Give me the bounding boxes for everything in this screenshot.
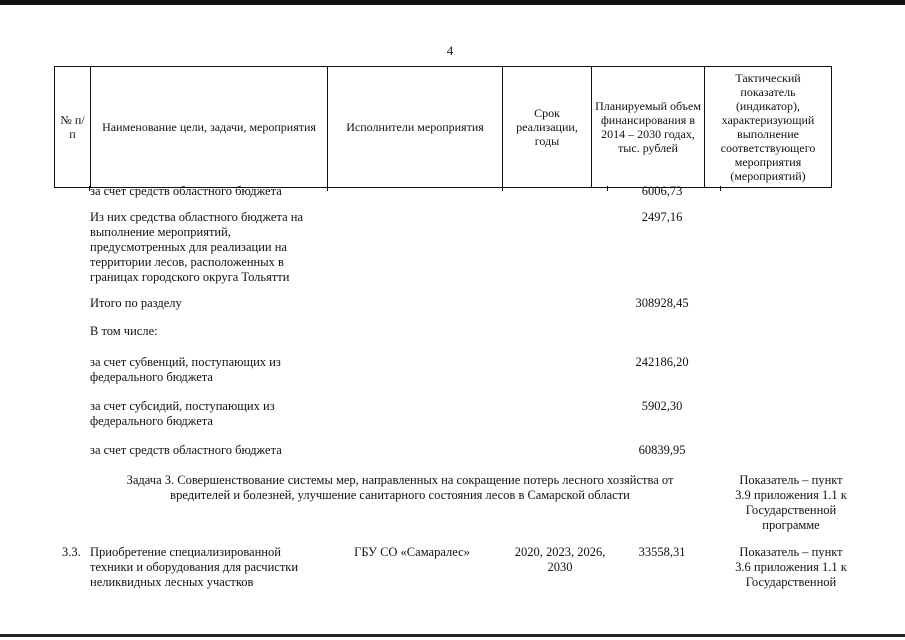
measure-amount: 33558,31	[638, 545, 686, 559]
row-amount: 2497,16	[641, 210, 683, 224]
row-amount: 60839,95	[638, 443, 686, 457]
row-name: Итого по разделу	[90, 296, 182, 310]
page-number: 4	[446, 43, 454, 58]
table-header	[54, 66, 832, 188]
top-border-rule	[0, 0, 905, 5]
row-amount: 5902,30	[641, 399, 683, 413]
header-num: № п/п	[55, 67, 91, 188]
row-amount: 6006,73	[641, 184, 683, 198]
header-name: Наименование цели, задачи, мероприятия	[91, 67, 328, 188]
row-amount: 308928,45	[635, 296, 689, 310]
header-indicator: Тактический показатель (индикатор), характеризующий выполнение соответствующего мероприятия (мероприятий)	[705, 67, 832, 188]
measure-executor: ГБУ СО «Самаралес»	[354, 545, 470, 559]
measure-name: Приобретение специализированной техники и оборудования для расчистки неликвидных лесных участков	[90, 545, 299, 589]
measure-number: 3.3.	[62, 545, 81, 559]
header-funding: Планируемый объем финансирования в 2014 – 2030 годах, тыс. рублей	[592, 67, 705, 188]
task-title: Задача 3. Совершенствование системы мер, направленных на сокращение потерь лесного хозяйства от вредителей и болезней, улучшение санитарного состояния лесов в Самарской области	[126, 473, 674, 502]
header-executors: Исполнители мероприятия	[328, 67, 503, 188]
column-divider	[607, 186, 608, 191]
column-divider	[502, 186, 503, 191]
measure-term: 2020, 2023, 2026, 2030	[514, 545, 606, 574]
header-term: Срок реализации, годы	[503, 67, 592, 188]
measure-indicator: Показатель – пункт 3.6 приложения 1.1 к Государственной	[735, 545, 847, 589]
row-name: за счет средств областного бюджета	[90, 443, 282, 457]
row-name: за счет средств областного бюджета	[90, 184, 282, 198]
task-indicator: Показатель – пункт 3.9 приложения 1.1 к Государственной программе	[735, 473, 847, 532]
column-divider	[720, 186, 721, 191]
row-name: В том числе:	[90, 324, 158, 338]
bottom-border-rule	[0, 634, 905, 637]
row-name: за счет субсидий, поступающих из федерального бюджета	[90, 399, 275, 428]
column-divider	[327, 186, 328, 191]
row-name: за счет субвенций, поступающих из федерального бюджета	[90, 355, 281, 384]
row-amount: 242186,20	[635, 355, 689, 369]
row-name: Из них средства областного бюджета на выполнение мероприятий, предусмотренных для реализации на территории лесов, расположенных в границах городского округа Тольятти	[90, 210, 304, 284]
